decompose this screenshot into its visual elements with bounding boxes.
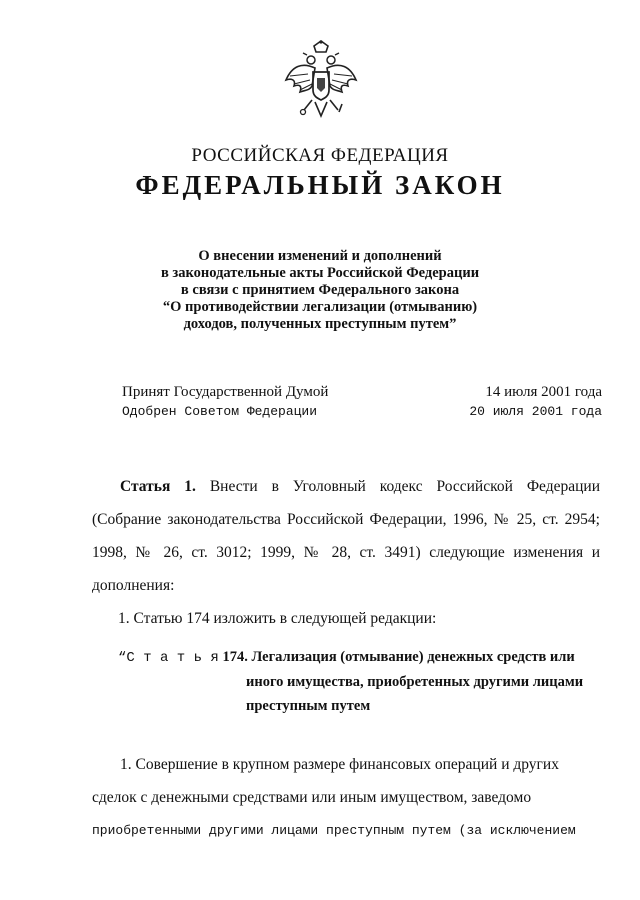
article-174-title-line: иного имущества, приобретенных другими лицами xyxy=(246,674,584,690)
duma-adoption-label: Принят Государственной Думой xyxy=(122,384,329,400)
law-subject xyxy=(120,248,520,333)
article-1-label: Статья 1. xyxy=(120,478,196,495)
document-type-title: ФЕДЕРАЛЬНЫЙ ЗАКОН xyxy=(135,170,505,200)
article-174-head: “С т а т ь я xyxy=(118,650,219,666)
subject-line: доходов, полученных преступным путем” xyxy=(183,316,457,332)
article-174-title-line: преступным путем xyxy=(246,698,371,714)
article-1-text: Внести в Уголовный кодекс Российской Федерации (Собрание законодательства Российской Федерации, 1996, № 25, ст. 2954; 1998, № 26, ст. 3012; 1999, № 28, ст. 3491) следующие изменения и дополнения: xyxy=(92,478,601,594)
article-174-title-line: 174. Легализация (отмывание) денежных средств или xyxy=(222,649,575,665)
article-174-heading xyxy=(118,645,598,718)
body-line: приобретенными другими лицами преступным путем (за исключением xyxy=(92,823,576,838)
subject-line: в связи с принятием Федерального закона xyxy=(180,282,460,298)
article-1-paragraph xyxy=(92,470,600,602)
body-line: 1. Совершение в крупном размере финансовых операций и других xyxy=(120,756,559,773)
coat-of-arms-icon xyxy=(282,40,360,132)
body-line: сделок с денежными средствами или иным имуществом, заведомо xyxy=(92,789,532,806)
council-approval-label: Одобрен Советом Федерации xyxy=(122,404,318,419)
subject-line: в законодательные акты Российской Федерации xyxy=(160,265,480,281)
subject-line: “О противодействии легализации (отмыванию) xyxy=(162,299,478,315)
country-name: РОССИЙСКАЯ ФЕДЕРАЦИЯ xyxy=(191,145,449,166)
article-174-body xyxy=(92,748,600,847)
council-approval-date: 20 июля 2001 года xyxy=(469,404,602,419)
duma-adoption-date: 14 июля 2001 года xyxy=(485,384,602,400)
subject-line: О внесении изменений и дополнений xyxy=(198,248,442,264)
item-1: 1. Статью 174 изложить в следующей редакции: xyxy=(118,610,437,627)
